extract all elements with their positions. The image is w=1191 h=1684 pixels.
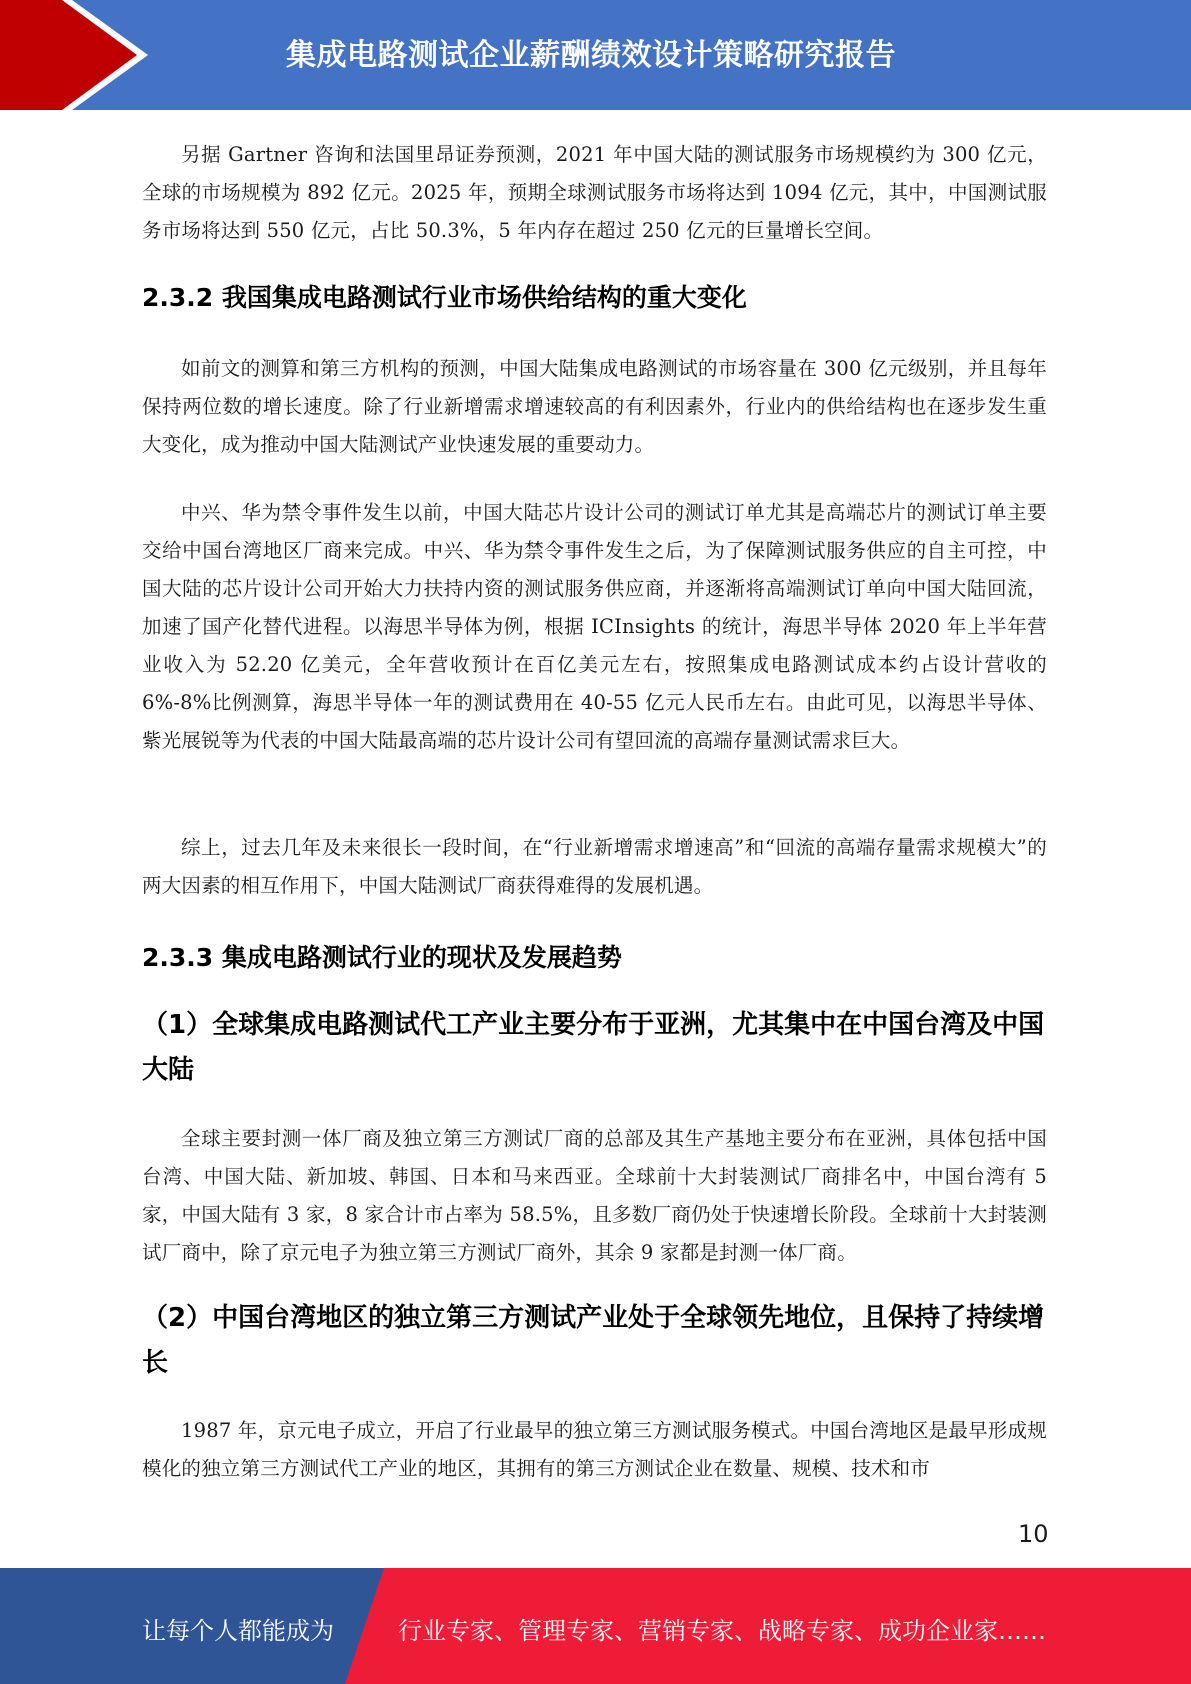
report-title: 集成电路测试企业薪酬绩效设计策略研究报告 (286, 38, 896, 73)
paragraph: 全球主要封测一体厂商及独立第三方测试厂商的总部及其生产基地主要分布在亚洲，具体包括中国台湾、中国大陆、新加坡、韩国、日本和马来西亚。全球前十大封装测试厂商排名中，中国台湾有 5 家，中国大陆有 3 家，8 家合计市占率为 58.5%，且多数厂商仍处于快速增长阶段。全球前十大封装测试厂商中，除了京元电子为独立第三方测试厂商外，其余 9 家都是封测一体厂商。 (142, 1127, 1047, 1264)
paragraph: 综上，过去几年及未来很长一段时间，在“行业新增需求增速高”和“回流的高端存量需求规模大”的两大因素的相互作用下，中国大陆测试厂商获得难得的发展机遇。 (142, 836, 1047, 897)
section-heading-2-3-2: 2.3.2 我国集成电路测试行业市场供给结构的重大变化 (142, 283, 747, 312)
subsection-heading-1: （1）全球集成电路测试代工产业主要分布于亚洲，尤其集中在中国台湾及中国大陆 (142, 1010, 1045, 1085)
section-heading-2-3-3: 2.3.3 集成电路测试行业的现状及发展趋势 (142, 943, 622, 972)
footer-slogan-left: 让每个人都能成为 (142, 1617, 334, 1645)
footer-slogan-right: 行业专家、管理专家、营销专家、战略专家、成功企业家…… (398, 1617, 1046, 1645)
paragraph: 如前文的测算和第三方机构的预测，中国大陆集成电路测试的市场容量在 300 亿元级别，并且每年保持两位数的增长速度。除了行业新增需求增速较高的有利因素外，行业内的供给结构也在逐步发生重大变化，成为推动中国大陆测试产业快速发展的重要动力。 (142, 357, 1047, 456)
page-header (0, 0, 1191, 110)
paragraph-intro: 另据 Gartner 咨询和法国里昂证券预测，2021 年中国大陆的测试服务市场规模约为 300 亿元，全球的市场规模为 892 亿元。2025 年，预期全球测试服务市场将达到 1094 亿元，其中，中国测试服务市场将达到 550 亿元，占比 50.3%，5 年内存在超过 250 亿元的巨量增长空间。 (142, 143, 1047, 242)
page-footer (0, 1568, 1191, 1684)
page-number: 10 (1018, 1520, 1049, 1548)
paragraph: 中兴、华为禁令事件发生以前，中国大陆芯片设计公司的测试订单尤其是高端芯片的测试订单主要交给中国台湾地区厂商来完成。中兴、华为禁令事件发生之后，为了保障测试服务供应的自主可控，中国大陆的芯片设计公司开始大力扶持内资的测试服务供应商，并逐渐将高端测试订单向中国大陆回流，加速了国产化替代进程。以海思半导体为例，根据 ICInsights 的统计，海思半导体 2020 年上半年营业收入为 52.20 亿美元，全年营收预计在百亿美元左右，按照集成电路测试成本约占设计营收的 6%-8%比例测算，海思半导体一年的测试费用在 40-55 亿元人民币左右。由此可见，以海思半导体、紫光展锐等为代表的中国大陆最高端的芯片设计公司有望回流的高端存量测试需求巨大。 (142, 501, 1047, 752)
paragraph: 1987 年，京元电子成立，开启了行业最早的独立第三方测试服务模式。中国台湾地区是最早形成规模化的独立第三方测试代工产业的地区，其拥有的第三方测试企业在数量、规模、技术和市 (142, 1419, 1047, 1480)
subsection-heading-2: （2）中国台湾地区的独立第三方测试产业处于全球领先地位，且保持了持续增长 (142, 1303, 1045, 1378)
chevron-logo-icon (0, 0, 160, 110)
